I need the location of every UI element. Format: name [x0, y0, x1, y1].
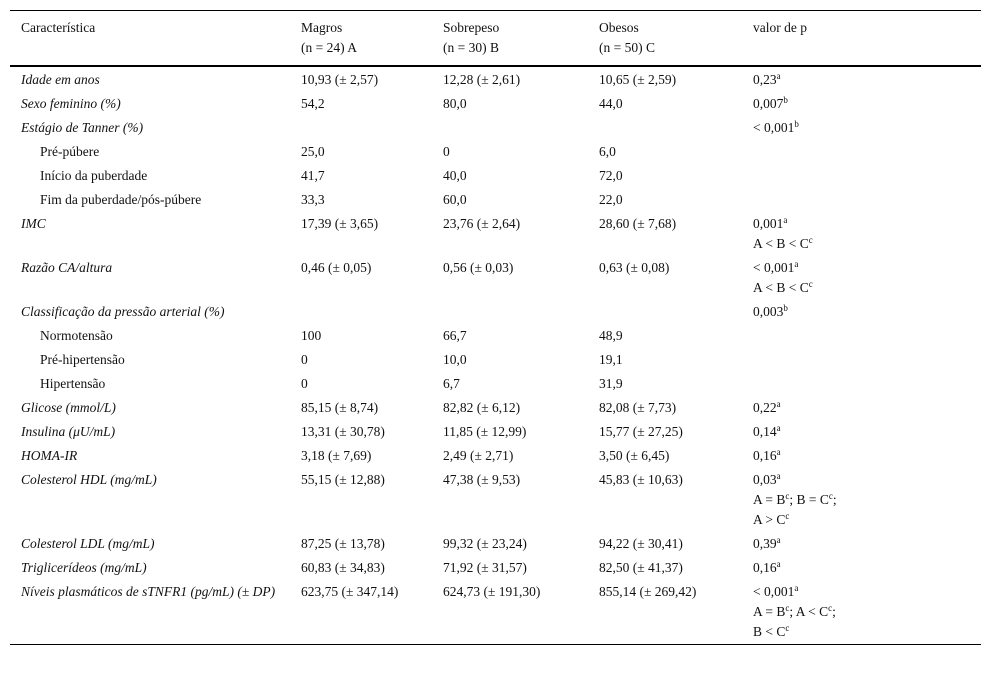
- cell-obesos: 3,50 (± 6,45): [599, 448, 670, 463]
- cell-obesos: 72,0: [599, 168, 623, 183]
- row-label: Insulina (μU/mL): [21, 424, 116, 439]
- row-label: Colesterol HDL (mg/mL): [21, 472, 157, 487]
- row-label: Normotensão: [40, 328, 113, 343]
- cell-obesos: 855,14 (± 269,42): [599, 584, 697, 599]
- cell-obesos: 48,9: [599, 328, 623, 343]
- cell-obesos: 22,0: [599, 192, 623, 207]
- table-row: [10, 164, 981, 188]
- cell-obesos: 19,1: [599, 352, 623, 367]
- characteristics-table: [10, 10, 981, 645]
- cell-sobrepeso: [432, 116, 588, 140]
- cell-sobrepeso: 12,28 (± 2,61): [443, 72, 521, 87]
- cell-magros: 54,2: [301, 96, 325, 111]
- cell-obesos: 6,0: [599, 144, 616, 159]
- row-label: Sexo feminino (%): [21, 96, 121, 111]
- row-label: Razão CA/altura: [21, 260, 113, 275]
- header-magros: Magros (n = 24) A: [301, 20, 357, 55]
- cell-p-value: [742, 372, 981, 396]
- cell-sobrepeso: 71,92 (± 31,57): [443, 560, 527, 575]
- cell-sobrepeso: 624,73 (± 191,30): [443, 584, 541, 599]
- cell-magros: [290, 300, 432, 324]
- cell-magros: 0: [301, 376, 308, 391]
- row-label: Níveis plasmáticos de sTNFR1 (pg/mL) (± DP): [21, 584, 276, 599]
- cell-p-value: 0,003$^b$: [753, 303, 788, 319]
- table-row: [10, 256, 981, 300]
- table-row: [10, 92, 981, 116]
- cell-p-value: [742, 348, 981, 372]
- cell-p-value: < 0,001$^a$ $A = B^c$; $A < C^c$; $B < C^c$: [753, 583, 836, 639]
- cell-p-value: 0,14$^a$: [753, 423, 781, 439]
- header-row: [10, 11, 981, 67]
- table-row: [10, 324, 981, 348]
- cell-sobrepeso: 10,0: [443, 352, 467, 367]
- cell-magros: 87,25 (± 13,78): [301, 536, 385, 551]
- cell-magros: 100: [301, 328, 322, 343]
- row-label: Classificação da pressão arterial (%): [21, 304, 225, 319]
- table-row: [10, 556, 981, 580]
- cell-sobrepeso: 60,0: [443, 192, 467, 207]
- cell-sobrepeso: 11,85 (± 12,99): [443, 424, 527, 439]
- header-sobrepeso: Sobrepeso (n = 30) B: [443, 20, 500, 55]
- row-label: IMC: [21, 216, 46, 231]
- table-row: [10, 212, 981, 256]
- cell-p-value: 0,16$^a$: [753, 559, 781, 575]
- cell-magros: 0,46 (± 0,05): [301, 260, 372, 275]
- cell-sobrepeso: 0: [443, 144, 450, 159]
- table-row: [10, 468, 981, 532]
- row-label: Fim da puberdade/pós-púbere: [40, 192, 202, 207]
- cell-magros: 55,15 (± 12,88): [301, 472, 385, 487]
- cell-obesos: [588, 300, 742, 324]
- table-row: [10, 300, 981, 324]
- table-row: [10, 66, 981, 92]
- cell-p-value: 0,03$^a$ $A = B^c$; $B = C^c$; $A > C^c$: [753, 471, 837, 527]
- cell-sobrepeso: 0,56 (± 0,03): [443, 260, 514, 275]
- cell-p-value: 0,007$^b$: [753, 95, 788, 111]
- cell-obesos: 82,50 (± 41,37): [599, 560, 683, 575]
- table-row: [10, 580, 981, 645]
- cell-sobrepeso: 6,7: [443, 376, 460, 391]
- row-label: Idade em anos: [21, 72, 100, 87]
- cell-magros: 33,3: [301, 192, 325, 207]
- cell-p-value: < 0,001$^a$ $A < B < C^c$: [753, 259, 813, 295]
- row-label: Início da puberdade: [40, 168, 148, 183]
- row-label: Pré-hipertensão: [40, 352, 125, 367]
- cell-p-value: [742, 140, 981, 164]
- cell-obesos: 82,08 (± 7,73): [599, 400, 677, 415]
- cell-magros: 85,15 (± 8,74): [301, 400, 379, 415]
- cell-obesos: 10,65 (± 2,59): [599, 72, 677, 87]
- row-label: Estágio de Tanner (%): [21, 120, 144, 135]
- table-row: [10, 372, 981, 396]
- cell-p-value: [742, 324, 981, 348]
- cell-obesos: 45,83 (± 10,63): [599, 472, 683, 487]
- table-body: [10, 66, 981, 645]
- cell-magros: 60,83 (± 34,83): [301, 560, 385, 575]
- cell-magros: 3,18 (± 7,69): [301, 448, 372, 463]
- cell-p-value: 0,39$^a$: [753, 535, 781, 551]
- row-label: Hipertensão: [40, 376, 106, 391]
- cell-p-value: 0,23$^a$: [753, 71, 781, 87]
- row-label: Triglicerídeos (mg/mL): [21, 560, 147, 575]
- cell-magros: [290, 116, 432, 140]
- cell-sobrepeso: 47,38 (± 9,53): [443, 472, 521, 487]
- cell-sobrepeso: 66,7: [443, 328, 467, 343]
- cell-p-value: [742, 188, 981, 212]
- cell-magros: 17,39 (± 3,65): [301, 216, 379, 231]
- cell-sobrepeso: 2,49 (± 2,71): [443, 448, 514, 463]
- cell-p-value: 0,22$^a$: [753, 399, 781, 415]
- table-row: [10, 420, 981, 444]
- cell-obesos: [588, 116, 742, 140]
- cell-sobrepeso: 99,32 (± 23,24): [443, 536, 527, 551]
- row-label: Colesterol LDL (mg/mL): [21, 536, 155, 551]
- cell-sobrepeso: 40,0: [443, 168, 467, 183]
- cell-magros: 25,0: [301, 144, 325, 159]
- table-row: [10, 188, 981, 212]
- header-p-value: valor de p: [753, 20, 807, 35]
- table-header: [10, 11, 981, 67]
- cell-obesos: 94,22 (± 30,41): [599, 536, 683, 551]
- cell-magros: 10,93 (± 2,57): [301, 72, 379, 87]
- cell-p-value: 0,16$^a$: [753, 447, 781, 463]
- row-label: Pré-púbere: [40, 144, 100, 159]
- cell-magros: 13,31 (± 30,78): [301, 424, 385, 439]
- row-label: HOMA-IR: [21, 448, 78, 463]
- row-label: Glicose (mmol/L): [21, 400, 116, 415]
- table-row: [10, 140, 981, 164]
- table-row: [10, 444, 981, 468]
- cell-p-value: [742, 164, 981, 188]
- table-row: [10, 532, 981, 556]
- cell-obesos: 15,77 (± 27,25): [599, 424, 683, 439]
- header-obesos: Obesos (n = 50) C: [599, 20, 655, 55]
- cell-obesos: 0,63 (± 0,08): [599, 260, 670, 275]
- cell-p-value: 0,001$^a$ $A < B < C^c$: [753, 215, 813, 251]
- cell-sobrepeso: [432, 300, 588, 324]
- cell-p-value: < 0,001$^b$: [753, 119, 799, 135]
- cell-magros: 41,7: [301, 168, 325, 183]
- cell-obesos: 31,9: [599, 376, 623, 391]
- cell-sobrepeso: 82,82 (± 6,12): [443, 400, 521, 415]
- table-row: [10, 396, 981, 420]
- table-row: [10, 348, 981, 372]
- cell-magros: 623,75 (± 347,14): [301, 584, 399, 599]
- table-row: [10, 116, 981, 140]
- cell-obesos: 28,60 (± 7,68): [599, 216, 677, 231]
- header-characteristic: Característica: [21, 20, 96, 35]
- cell-obesos: 44,0: [599, 96, 623, 111]
- cell-sobrepeso: 80,0: [443, 96, 467, 111]
- cell-sobrepeso: 23,76 (± 2,64): [443, 216, 521, 231]
- cell-magros: 0: [301, 352, 308, 367]
